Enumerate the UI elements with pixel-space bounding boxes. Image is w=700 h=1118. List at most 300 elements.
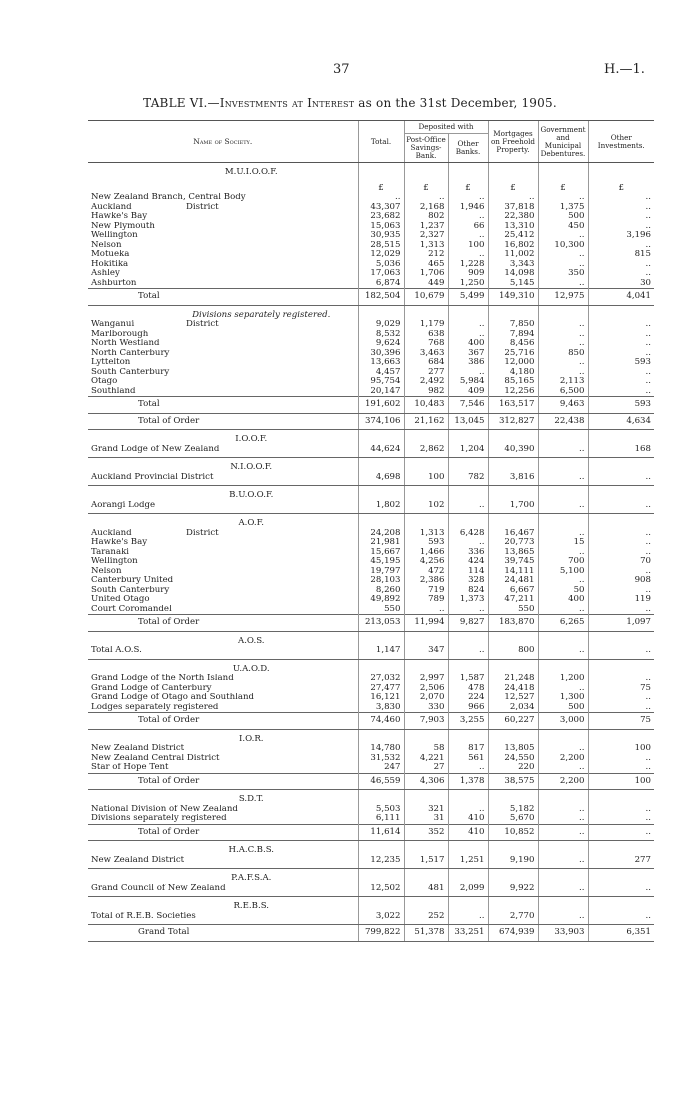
society-name xyxy=(88,856,358,869)
society-label: New Zealand District xyxy=(91,744,185,753)
society-name-wrap xyxy=(91,595,355,605)
post-office-value: 2,386 xyxy=(404,576,448,586)
society-name-wrap xyxy=(91,576,355,586)
other-investments-value: .. xyxy=(588,674,654,684)
other-investments-value: 168 xyxy=(588,445,654,458)
other-banks-value: 1,373 xyxy=(448,595,488,605)
empty-cell xyxy=(588,514,654,529)
government-value: .. xyxy=(538,805,588,815)
total-value: 182,504 xyxy=(358,289,404,306)
empty-cell xyxy=(538,631,588,646)
society-name xyxy=(88,595,358,605)
post-office-value: 1,237 xyxy=(404,222,448,232)
post-office-value: 1,313 xyxy=(404,529,448,539)
empty-cell xyxy=(404,897,448,912)
mortgages-value: 220 xyxy=(488,763,538,773)
table-row xyxy=(88,339,654,349)
society-name xyxy=(88,260,358,270)
society-name-wrap xyxy=(91,269,355,279)
table-row xyxy=(88,358,654,368)
total-value: 46,559 xyxy=(358,773,404,790)
post-office-value: .. xyxy=(404,605,448,615)
total-row xyxy=(88,615,654,632)
total-value: 1,802 xyxy=(358,501,404,514)
other-investments-value: .. xyxy=(588,814,654,824)
table-row xyxy=(88,557,654,567)
society-label: Total of Order xyxy=(138,617,200,627)
post-office-value: 58 xyxy=(404,744,448,754)
empty-cell xyxy=(358,729,404,744)
post-office-value: 768 xyxy=(404,339,448,349)
government-value: .. xyxy=(538,250,588,260)
section-heading-label: A.O.S. xyxy=(237,635,265,646)
society-name-wrap xyxy=(138,417,355,427)
table-row xyxy=(88,912,654,925)
other-investments-value: .. xyxy=(588,222,654,232)
society-name xyxy=(88,615,358,632)
mortgages-value: 7,850 xyxy=(488,320,538,330)
empty-cell xyxy=(448,869,488,884)
mortgages-value: .. xyxy=(488,193,538,203)
table-row xyxy=(88,595,654,605)
empty-cell xyxy=(448,841,488,856)
table-row xyxy=(88,222,654,232)
other-investments-value: .. xyxy=(588,349,654,359)
other-banks-value: 1,946 xyxy=(448,203,488,213)
post-office-value: 7,903 xyxy=(404,713,448,730)
table-row xyxy=(88,814,654,824)
society-label: New Zealand District xyxy=(91,855,185,865)
society-name-wrap xyxy=(91,231,355,241)
series-reference: H.—1. xyxy=(604,62,645,77)
empty-cell xyxy=(448,514,488,529)
section-heading xyxy=(88,430,654,445)
government-value: 9,463 xyxy=(538,397,588,414)
table-row xyxy=(88,203,654,213)
society-name-wrap xyxy=(91,349,355,359)
mortgages-value: 5,670 xyxy=(488,814,538,824)
table-row xyxy=(88,193,654,203)
total-value: 12,029 xyxy=(358,250,404,260)
total-value: 12,235 xyxy=(358,856,404,869)
society-name-wrap xyxy=(91,646,355,656)
empty-cell xyxy=(538,729,588,744)
section-heading xyxy=(88,486,654,501)
other-banks-value: 66 xyxy=(448,222,488,232)
table-row xyxy=(88,805,654,815)
empty-cell xyxy=(358,163,404,178)
other-investments-value: 6,351 xyxy=(588,925,654,942)
other-investments-value: 277 xyxy=(588,856,654,869)
society-name xyxy=(88,320,358,330)
mortgages-value: 47,211 xyxy=(488,595,538,605)
empty-cell xyxy=(488,631,538,646)
other-banks-value: .. xyxy=(448,605,488,615)
total-value: 20,147 xyxy=(358,387,404,397)
table-row xyxy=(88,320,654,330)
other-banks-value: 410 xyxy=(448,824,488,841)
post-office-value: 465 xyxy=(404,260,448,270)
other-investments-value: .. xyxy=(588,260,654,270)
other-investments-value: .. xyxy=(588,241,654,251)
other-investments-value: 100 xyxy=(588,744,654,754)
government-value: 850 xyxy=(538,349,588,359)
government-value: £ xyxy=(538,178,588,194)
mortgages-value: 800 xyxy=(488,646,538,659)
post-office-value: 2,997 xyxy=(404,674,448,684)
society-label: Aorangi Lodge xyxy=(91,500,156,510)
government-value: 10,300 xyxy=(538,241,588,251)
society-name xyxy=(88,178,358,194)
table-row xyxy=(88,548,654,558)
mortgages-value: 5,145 xyxy=(488,279,538,289)
total-row xyxy=(88,397,654,414)
society-name xyxy=(88,684,358,694)
mortgages-value: 40,390 xyxy=(488,445,538,458)
total-value: 31,532 xyxy=(358,754,404,764)
empty-cell xyxy=(488,305,538,320)
column-header-post-office: Post-Office Savings-Bank. xyxy=(404,134,448,163)
other-banks-value: 817 xyxy=(448,744,488,754)
post-office-value: 347 xyxy=(404,646,448,659)
empty-cell xyxy=(588,163,654,178)
government-value: 500 xyxy=(538,703,588,713)
society-name-wrap xyxy=(91,814,355,824)
society-name xyxy=(88,744,358,754)
section-heading xyxy=(88,659,654,674)
society-label: Grand Council of New Zealand xyxy=(91,883,226,893)
column-header-name: Name of Society. xyxy=(88,121,358,163)
society-label: Nelson xyxy=(91,240,122,250)
table-row xyxy=(88,646,654,659)
government-value: 2,200 xyxy=(538,773,588,790)
government-value: .. xyxy=(538,548,588,558)
column-header-other: Other Investments. xyxy=(588,121,654,163)
empty-cell xyxy=(538,514,588,529)
empty-cell xyxy=(538,869,588,884)
society-name xyxy=(88,377,358,387)
government-value: .. xyxy=(538,684,588,694)
empty-cell xyxy=(588,631,654,646)
government-value: 700 xyxy=(538,557,588,567)
table-row xyxy=(88,231,654,241)
empty-cell xyxy=(448,430,488,445)
mortgages-value: 16,467 xyxy=(488,529,538,539)
society-name xyxy=(88,387,358,397)
other-banks-value: 966 xyxy=(448,703,488,713)
post-office-value: 1,706 xyxy=(404,269,448,279)
society-label: South Canterbury xyxy=(91,585,170,595)
section-heading-label: R.E.B.S. xyxy=(233,901,270,911)
government-value: 3,000 xyxy=(538,713,588,730)
empty-cell xyxy=(358,458,404,473)
other-investments-value: .. xyxy=(588,529,654,539)
table-row xyxy=(88,605,654,615)
mortgages-value: 5,182 xyxy=(488,805,538,815)
total-value: 1,147 xyxy=(358,646,404,659)
other-investments-value: 4,634 xyxy=(588,413,654,430)
government-value: .. xyxy=(538,445,588,458)
society-name xyxy=(88,231,358,241)
total-value: 16,121 xyxy=(358,693,404,703)
section-heading xyxy=(88,458,654,473)
other-investments-value: .. xyxy=(588,269,654,279)
government-value: .. xyxy=(538,231,588,241)
other-banks-value: 336 xyxy=(448,548,488,558)
society-label: North Canterbury xyxy=(91,348,170,358)
post-office-value: 4,256 xyxy=(404,557,448,567)
society-name-wrap xyxy=(91,805,355,815)
society-name-wrap xyxy=(91,222,355,232)
society-name-wrap xyxy=(91,279,355,289)
empty-cell xyxy=(488,841,538,856)
total-row xyxy=(88,773,654,790)
table-row xyxy=(88,538,654,548)
society-name xyxy=(88,330,358,340)
other-banks-value: .. xyxy=(448,912,488,925)
society-name xyxy=(88,912,358,925)
society-name-wrap xyxy=(91,368,355,378)
other-investments-value: £ xyxy=(588,178,654,194)
other-banks-value: 367 xyxy=(448,349,488,359)
empty-cell xyxy=(538,305,588,320)
section-heading-label: I.O.O.F. xyxy=(235,434,268,444)
society-label: Total xyxy=(138,399,160,409)
other-investments-value: .. xyxy=(588,501,654,514)
table-row xyxy=(88,884,654,897)
section-heading xyxy=(88,729,654,744)
government-value: 350 xyxy=(538,269,588,279)
society-label: Lodges separately registered xyxy=(91,702,219,712)
total-value: 28,515 xyxy=(358,241,404,251)
society-name xyxy=(88,884,358,897)
title-caption: Investments at Interest xyxy=(219,96,355,110)
government-value: .. xyxy=(538,260,588,270)
government-value: .. xyxy=(538,339,588,349)
mortgages-value: 21,248 xyxy=(488,674,538,684)
empty-cell xyxy=(488,729,538,744)
empty-cell xyxy=(404,631,448,646)
total-value: 6,111 xyxy=(358,814,404,824)
total-value: 95,754 xyxy=(358,377,404,387)
society-name xyxy=(88,279,358,289)
society-name-wrap xyxy=(91,754,355,764)
table-row xyxy=(88,377,654,387)
mortgages-value: 13,805 xyxy=(488,744,538,754)
society-label: Total of Order xyxy=(138,775,200,786)
total-value: 43,307 xyxy=(358,203,404,213)
empty-cell xyxy=(358,486,404,501)
society-label: Court Coromandel xyxy=(91,604,172,614)
empty-cell xyxy=(448,163,488,178)
society-name xyxy=(88,473,358,486)
section-heading-label: M.U.I.O.O.F. xyxy=(224,167,278,177)
investments-table xyxy=(88,120,654,942)
government-value: .. xyxy=(538,576,588,586)
total-value: 3,022 xyxy=(358,912,404,925)
society-name xyxy=(88,567,358,577)
empty-cell xyxy=(588,869,654,884)
empty-cell xyxy=(404,729,448,744)
empty-cell xyxy=(538,790,588,805)
government-value: .. xyxy=(538,912,588,925)
other-banks-value: 1,587 xyxy=(448,674,488,684)
society-label: Total of Order xyxy=(138,415,200,426)
empty-cell xyxy=(448,631,488,646)
society-name-wrap xyxy=(91,501,355,511)
other-banks-value: 1,204 xyxy=(448,445,488,458)
other-banks-value: .. xyxy=(448,320,488,330)
section-heading-label: N.I.O.O.F. xyxy=(230,462,273,472)
society-name-wrap xyxy=(138,292,355,302)
empty-cell xyxy=(588,659,654,674)
section-heading xyxy=(88,869,654,884)
title-suffix: as on the 31st December, 1905. xyxy=(354,96,557,110)
other-banks-value: 5,984 xyxy=(448,377,488,387)
table-row xyxy=(88,576,654,586)
column-header-government: Government and Municipal Debentures. xyxy=(538,121,588,163)
society-label: Total of R.E.B. Societies xyxy=(91,911,196,921)
other-banks-value: .. xyxy=(448,330,488,340)
column-header-deposited: Deposited with xyxy=(404,121,488,134)
other-investments-value: .. xyxy=(588,567,654,577)
total-value: 3,830 xyxy=(358,703,404,713)
society-name-wrap xyxy=(91,241,355,251)
government-value: .. xyxy=(538,501,588,514)
other-investments-value: 3,196 xyxy=(588,231,654,241)
section-heading xyxy=(88,305,654,320)
society-name xyxy=(88,193,358,203)
post-office-value: 352 xyxy=(404,824,448,841)
total-value: .. xyxy=(358,193,404,203)
other-banks-value: £ xyxy=(448,178,488,194)
total-value: 45,195 xyxy=(358,557,404,567)
society-name-wrap xyxy=(138,716,355,726)
post-office-value: .. xyxy=(404,193,448,203)
column-header-other-banks: Other Banks. xyxy=(448,134,488,163)
mortgages-value: 25,716 xyxy=(488,349,538,359)
empty-cell xyxy=(588,430,654,445)
total-value: 17,063 xyxy=(358,269,404,279)
society-label: Star of Hope Tent xyxy=(91,763,169,772)
table-row xyxy=(88,674,654,684)
table-row xyxy=(88,856,654,869)
post-office-value: 51,378 xyxy=(404,925,448,942)
empty-cell xyxy=(538,897,588,912)
section-heading xyxy=(88,897,654,912)
section-heading-label: U.A.O.D. xyxy=(232,663,270,674)
total-value: 8,260 xyxy=(358,586,404,596)
society-name-wrap xyxy=(91,193,355,203)
government-value: 1,300 xyxy=(538,693,588,703)
mortgages-value: 7,894 xyxy=(488,330,538,340)
mortgages-value: 14,111 xyxy=(488,567,538,577)
mortgages-value: 1,700 xyxy=(488,501,538,514)
empty-cell xyxy=(448,897,488,912)
society-name xyxy=(88,529,358,539)
government-value: .. xyxy=(538,744,588,754)
society-label: Lyttelton xyxy=(91,358,131,367)
society-name-wrap xyxy=(91,387,355,397)
society-name xyxy=(88,222,358,232)
section-heading-label: S.D.T. xyxy=(238,794,264,804)
post-office-value: 10,483 xyxy=(404,397,448,414)
mortgages-value: 10,852 xyxy=(488,824,538,841)
table-row xyxy=(88,387,654,397)
government-value: 450 xyxy=(538,222,588,232)
other-banks-value: 328 xyxy=(448,576,488,586)
post-office-value: 982 xyxy=(404,387,448,397)
empty-cell xyxy=(404,659,448,674)
empty-cell xyxy=(404,430,448,445)
other-banks-value: 114 xyxy=(448,567,488,577)
society-label: New Zealand Central District xyxy=(91,753,220,763)
post-office-value: £ xyxy=(404,178,448,194)
society-label: Total A.O.S. xyxy=(91,646,142,655)
society-name-wrap xyxy=(91,856,355,866)
total-value: 6,874 xyxy=(358,279,404,289)
mortgages-value: 14,098 xyxy=(488,269,538,279)
empty-cell xyxy=(404,458,448,473)
society-name-wrap xyxy=(91,693,355,703)
table-row xyxy=(88,241,654,251)
table-row xyxy=(88,529,654,539)
section-heading-label: Divisions separately registered. xyxy=(192,309,331,320)
post-office-value: 4,221 xyxy=(404,754,448,764)
other-banks-value: 1,378 xyxy=(448,773,488,790)
society-name xyxy=(88,250,358,260)
government-value: 1,200 xyxy=(538,674,588,684)
other-banks-value: 386 xyxy=(448,358,488,368)
government-value: 400 xyxy=(538,595,588,605)
society-label: Grand Lodge of New Zealand xyxy=(91,444,220,454)
mortgages-value: 6,667 xyxy=(488,586,538,596)
other-banks-value: 7,546 xyxy=(448,397,488,414)
mortgages-value: 312,827 xyxy=(488,413,538,430)
society-label: Canterbury United xyxy=(91,576,174,585)
other-banks-value: 5,499 xyxy=(448,289,488,306)
other-investments-value: 4,041 xyxy=(588,289,654,306)
other-investments-value: .. xyxy=(588,805,654,815)
other-banks-value: .. xyxy=(448,501,488,514)
column-header-total: Total. xyxy=(358,121,404,163)
post-office-value: 11,994 xyxy=(404,615,448,632)
government-value: .. xyxy=(538,320,588,330)
other-banks-value: 424 xyxy=(448,557,488,567)
empty-cell xyxy=(538,659,588,674)
total-value: 27,477 xyxy=(358,684,404,694)
grand-total-row xyxy=(88,925,654,942)
empty-cell xyxy=(538,430,588,445)
table-row xyxy=(88,250,654,260)
government-value: .. xyxy=(538,368,588,378)
government-value: .. xyxy=(538,646,588,659)
empty-cell xyxy=(588,729,654,744)
table-row xyxy=(88,684,654,694)
column-header-mortgages: Mortgages on Freehold Property. xyxy=(488,121,538,163)
mortgages-value: 674,939 xyxy=(488,925,538,942)
society-label: Auckland Provincial District xyxy=(91,472,214,482)
society-label: Hawke's Bay xyxy=(91,538,148,547)
total-value: 15,063 xyxy=(358,222,404,232)
government-value: 5,100 xyxy=(538,567,588,577)
other-investments-value: .. xyxy=(588,387,654,397)
society-name xyxy=(88,693,358,703)
title-prefix: TABLE VI.— xyxy=(143,96,220,110)
other-investments-value: 815 xyxy=(588,250,654,260)
government-value: 12,975 xyxy=(538,289,588,306)
other-investments-value: .. xyxy=(588,330,654,340)
